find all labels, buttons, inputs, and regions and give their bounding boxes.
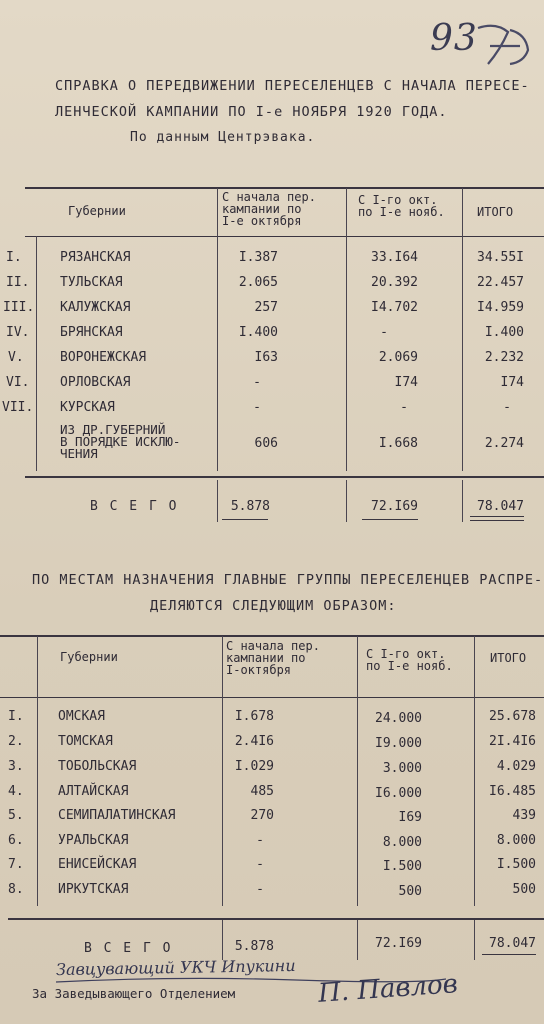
value-oct-nov: I.668 <box>378 436 418 451</box>
row-number: I. <box>8 709 24 724</box>
value-oct-nov: 33.I64 <box>371 250 418 265</box>
underline <box>482 954 536 955</box>
underline <box>362 519 418 520</box>
value-total: I74 <box>500 375 524 390</box>
row-number: 6. <box>8 833 24 848</box>
gubernia-name: АЛТАЙСКАЯ <box>58 784 129 799</box>
value-from-start: I63 <box>254 350 278 365</box>
value-oct-nov: I4.702 <box>371 300 418 315</box>
value-from-start: I.400 <box>238 325 278 340</box>
table-2-header-from-start: С начала пер. кампании по I-октября <box>226 639 320 677</box>
row-number: 8. <box>8 882 24 897</box>
value-oct-nov: - <box>380 325 388 340</box>
value-total: 439 <box>512 808 536 823</box>
table-2-col-divider <box>357 920 358 960</box>
gubernia-name: ИЗ ДР.ГУБЕРНИЙ В ПОРЯДКЕ ИСКЛЮ- ЧЕНИЯ <box>60 422 181 461</box>
total-sum: 78.047 <box>477 499 524 514</box>
value-oct-nov: I69 <box>398 810 422 825</box>
title-line-2: ЛЕНЧЕСКОЙ КАМПАНИИ ПО I-е НОЯБРЯ 1920 ГОДА. <box>55 104 448 120</box>
value-from-start: 257 <box>254 300 278 315</box>
row-number: 7. <box>8 857 24 872</box>
table-2-col-divider <box>222 636 223 906</box>
total-oct-nov: 72.I69 <box>375 936 422 951</box>
value-total: - <box>503 400 511 415</box>
row-number: V. <box>8 350 24 365</box>
row-number: VII. <box>2 400 34 415</box>
value-total: 2I.4I6 <box>489 734 536 749</box>
table-1-header-rule <box>25 236 544 237</box>
gubernia-name: ТОБОЛЬСКАЯ <box>58 759 137 774</box>
table-1-header-oct-nov: С I-го окт. по I-е нояб. <box>358 193 445 219</box>
gubernia-name: РЯЗАНСКАЯ <box>60 250 131 265</box>
table-2-col-divider <box>37 636 38 906</box>
table-1-header-total: ИТОГО <box>477 205 514 219</box>
total-from-start: 5.878 <box>230 499 270 514</box>
handwritten-note: Завцувающий УКЧ Ипукини <box>55 955 296 980</box>
table-2-header-gubernia: Губернии <box>60 650 118 664</box>
value-from-start: 485 <box>250 784 274 799</box>
row-number: 3. <box>8 759 24 774</box>
table-1-header-from-start: С начала пер. кампании по I-е октября <box>222 190 316 228</box>
value-from-start: - <box>256 857 264 872</box>
table-1-header-gubernia: Губернии <box>68 204 126 218</box>
gubernia-name: БРЯНСКАЯ <box>60 325 123 340</box>
value-from-start: I.387 <box>238 250 278 265</box>
value-oct-nov: I.500 <box>382 859 422 874</box>
value-total: 500 <box>512 882 536 897</box>
value-from-start: 270 <box>250 808 274 823</box>
gubernia-name: УРАЛЬСКАЯ <box>58 833 129 848</box>
row-number: VI. <box>6 375 30 390</box>
table-2-header-rule <box>0 697 544 698</box>
title-line-1: СПРАВКА О ПЕРЕДВИЖЕНИИ ПЕРЕСЕЛЕНЦЕВ С НАЧАЛА ПЕРЕСЕ- <box>55 78 530 94</box>
gubernia-name: ИРКУТСКАЯ <box>58 882 129 897</box>
value-oct-nov: I6.000 <box>375 786 422 801</box>
value-oct-nov: 2.069 <box>378 350 418 365</box>
row-number: 4. <box>8 784 24 799</box>
table-1-col-divider <box>462 188 463 471</box>
table-1-col-divider <box>217 188 218 471</box>
row-number: I. <box>6 250 22 265</box>
value-from-start: - <box>256 882 264 897</box>
gubernia-name: КУРСКАЯ <box>60 400 115 415</box>
value-from-start: 2.065 <box>238 275 278 290</box>
row-number: 2. <box>8 734 24 749</box>
gubernia-name: ТОМСКАЯ <box>58 734 113 749</box>
table-1-col-divider <box>462 480 463 522</box>
value-total: 2.274 <box>484 436 524 451</box>
source-line: По данным Центрэвака. <box>130 130 316 145</box>
gubernia-name: ЕНИСЕЙСКАЯ <box>58 857 137 872</box>
total-label: В С Е Г О <box>90 499 179 514</box>
table-2-header-total: ИТОГО <box>490 651 527 665</box>
table-1-col-divider <box>346 480 347 522</box>
value-total: I4.959 <box>477 300 524 315</box>
value-oct-nov: 24.000 <box>375 711 422 726</box>
value-total: 4.029 <box>496 759 536 774</box>
value-oct-nov: I9.000 <box>375 736 422 751</box>
table-2-col-divider <box>474 636 475 906</box>
value-from-start: 2.4I6 <box>234 734 274 749</box>
value-total: I.400 <box>484 325 524 340</box>
row-number: 5. <box>8 808 24 823</box>
value-total: I.500 <box>496 857 536 872</box>
table-1-col-divider <box>36 236 37 471</box>
destinations-line-2: ДЕЛЯЮТСЯ СЛЕДУЮЩИМ ОБРАЗОМ: <box>150 598 397 614</box>
value-oct-nov: 8.000 <box>382 835 422 850</box>
gubernia-name: ОМСКАЯ <box>58 709 105 724</box>
value-oct-nov: 500 <box>398 884 422 899</box>
page-number: 93 <box>430 18 478 59</box>
value-from-start: - <box>253 400 261 415</box>
value-from-start: I.678 <box>234 709 274 724</box>
table-1-col-divider <box>346 188 347 471</box>
row-number: II. <box>6 275 30 290</box>
value-oct-nov: - <box>400 400 408 415</box>
value-oct-nov: 3.000 <box>382 761 422 776</box>
table-2-col-divider <box>357 636 358 906</box>
total-from-start: 5.878 <box>234 939 274 954</box>
underline <box>470 516 524 517</box>
table-2-top-rule <box>0 635 544 637</box>
signature: П. Павлов <box>317 969 459 1009</box>
table-2-bottom-rule <box>8 918 544 920</box>
value-total: I6.485 <box>489 784 536 799</box>
value-total: 22.457 <box>477 275 524 290</box>
total-oct-nov: 72.I69 <box>371 499 418 514</box>
value-from-start: I.029 <box>234 759 274 774</box>
gubernia-name: КАЛУЖСКАЯ <box>60 300 131 315</box>
total-label: В С Е Г О <box>84 941 173 956</box>
crossed-page-number <box>470 18 540 68</box>
value-oct-nov: 20.392 <box>371 275 418 290</box>
value-total: 34.55I <box>477 250 524 265</box>
value-oct-nov: I74 <box>394 375 418 390</box>
row-number: III. <box>3 300 35 315</box>
table-2-col-divider <box>474 920 475 960</box>
gubernia-name: ВОРОНЕЖСКАЯ <box>60 350 147 365</box>
value-from-start: - <box>253 375 261 390</box>
gubernia-name: ОРЛОВСКАЯ <box>60 375 131 390</box>
underline <box>470 520 524 521</box>
gubernia-name: СЕМИПАЛАТИНСКАЯ <box>58 808 176 823</box>
value-total: 8.000 <box>496 833 536 848</box>
row-number: IV. <box>6 325 30 340</box>
value-total: 2.232 <box>484 350 524 365</box>
underline <box>222 519 268 520</box>
destinations-line-1: ПО МЕСТАМ НАЗНАЧЕНИЯ ГЛАВНЫЕ ГРУППЫ ПЕРЕСЕЛЕНЦЕВ РАСПРЕ- <box>32 572 544 588</box>
gubernia-name: ТУЛЬСКАЯ <box>60 275 123 290</box>
value-total: 25.678 <box>489 709 536 724</box>
table-1-top-rule <box>25 187 544 189</box>
value-from-start: 606 <box>254 436 278 451</box>
signature-caption: За Заведывающего Отделением <box>32 986 236 1001</box>
table-1-bottom-rule <box>25 476 544 478</box>
total-sum: 78.047 <box>489 936 536 951</box>
value-from-start: - <box>256 833 264 848</box>
table-2-header-oct-nov: С I-го окт. по I-е нояб. <box>366 647 453 673</box>
